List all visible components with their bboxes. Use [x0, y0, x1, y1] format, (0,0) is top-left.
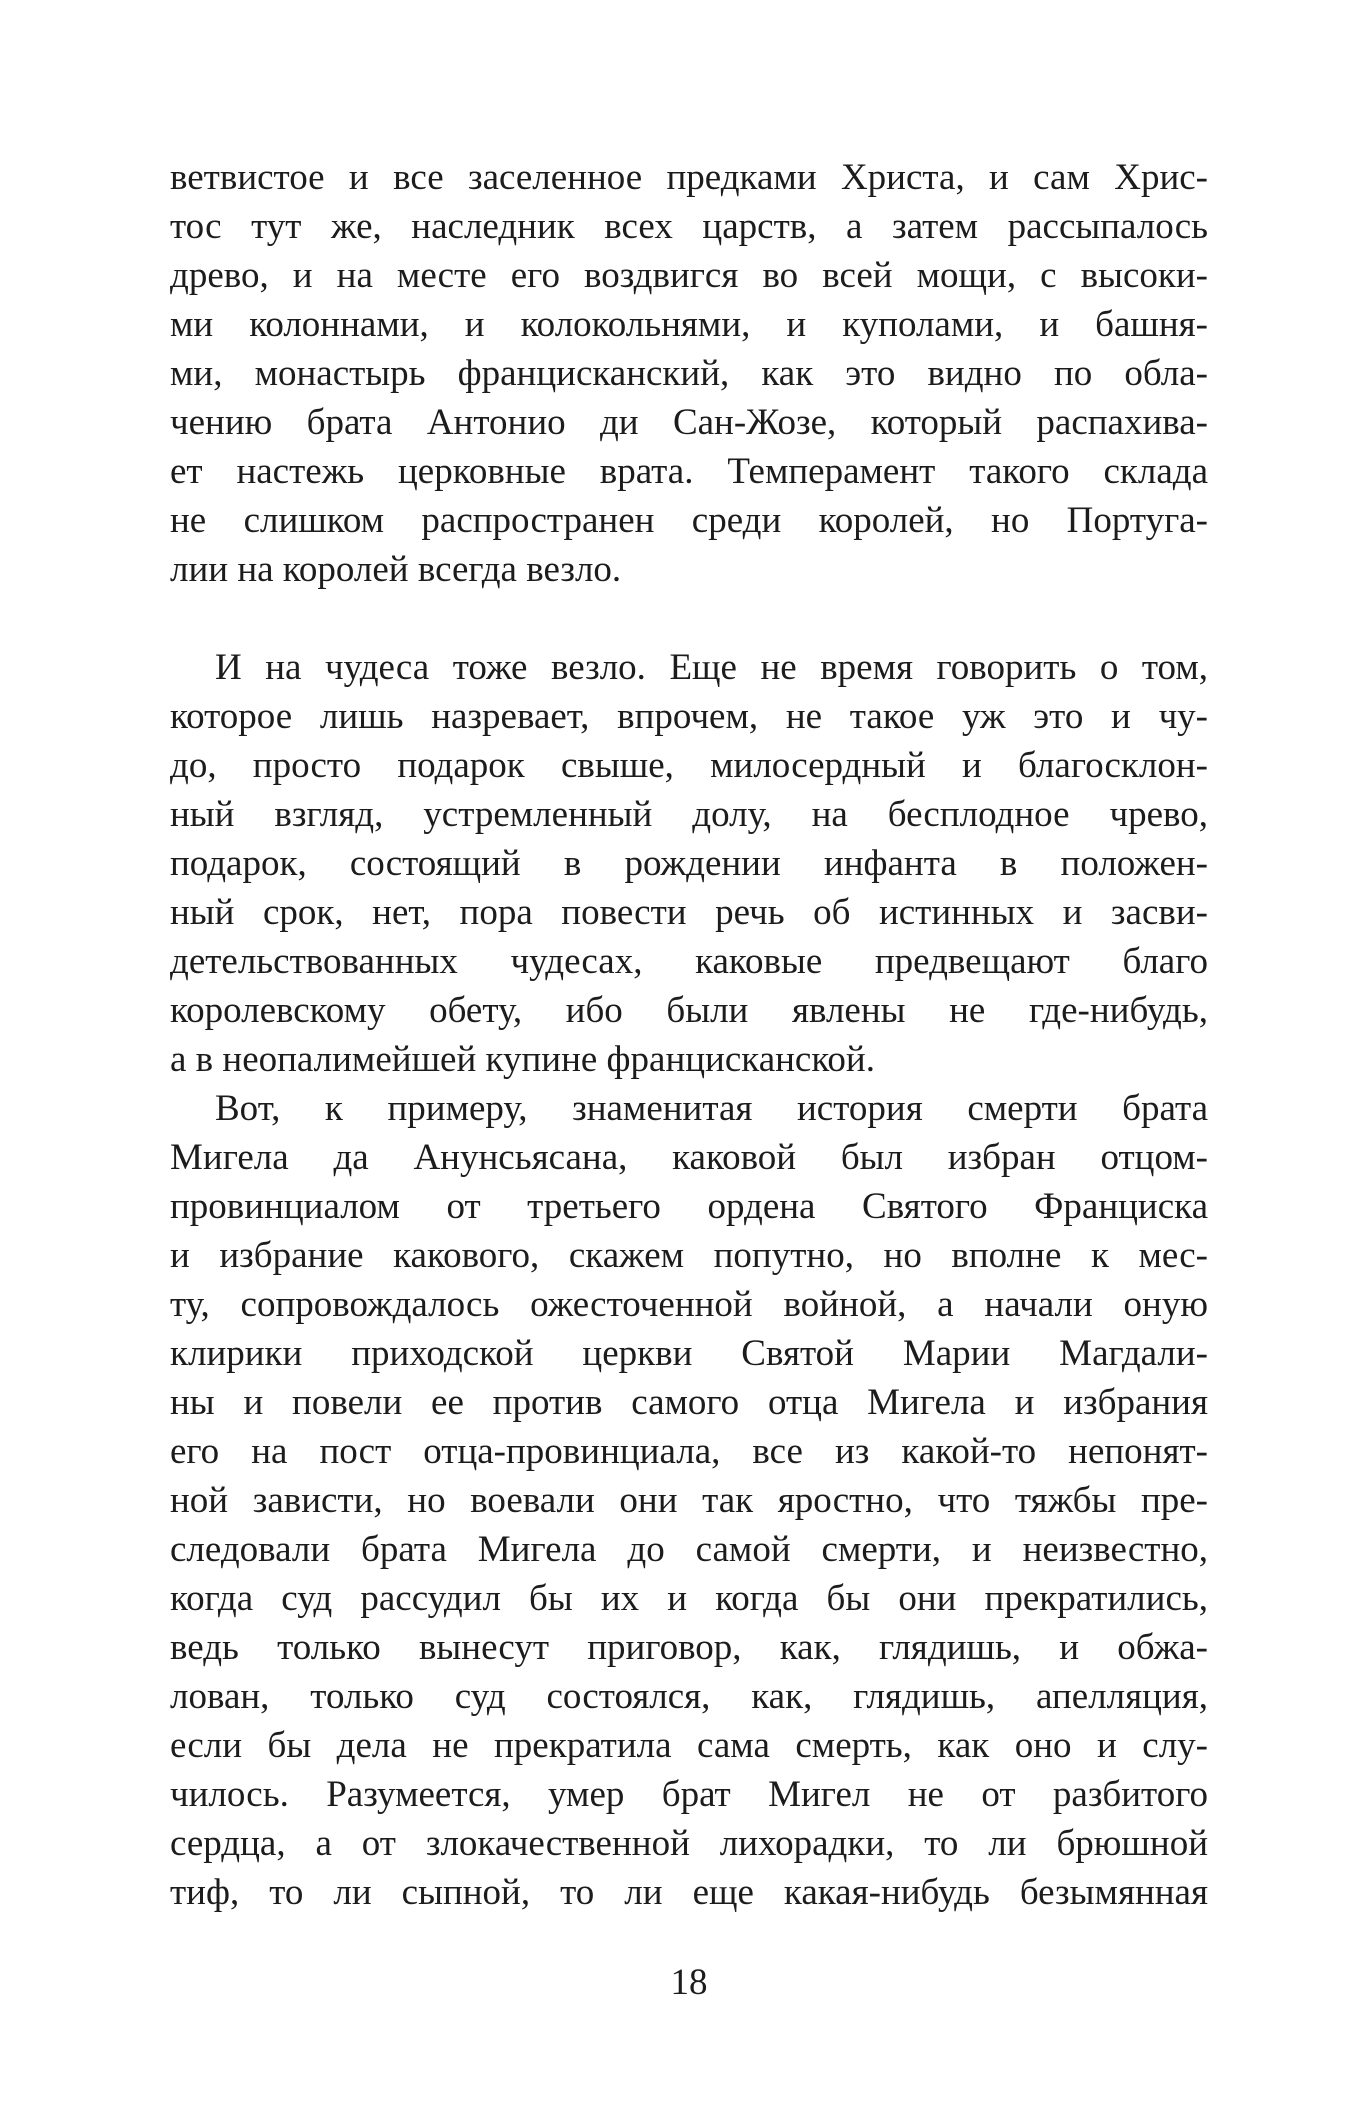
text-line: Мигела да Анунсьясана, каковой был избран отцом- — [170, 1137, 1208, 1178]
text-block — [170, 153, 1208, 1917]
text-line: лии на королей всегда везло. — [170, 549, 622, 590]
text-line: Вот, к примеру, знаменитая история смерти брата — [215, 1088, 1208, 1129]
text-line: ный срок, нет, пора повести речь об истинных и засви- — [170, 892, 1208, 933]
text-line: провинциалом от третьего ордена Святого Франциска — [170, 1186, 1208, 1227]
paragraph-3 — [170, 1084, 1208, 1917]
paragraph-2 — [170, 643, 1208, 1084]
text-line: древо, и на месте его воздвигся во всей мощи, с высоки- — [170, 255, 1208, 296]
text-line: до, просто подарок свыше, милосердный и благосклон- — [170, 745, 1208, 786]
text-line: лован, только суд состоялся, как, глядишь, апелляция, — [170, 1676, 1208, 1717]
text-line: тос тут же, наследник всех царств, а затем рассыпалось — [170, 206, 1208, 247]
text-line: И на чудеса тоже везло. Еще не время говорить о том, — [215, 647, 1208, 688]
text-line: детельствованных чудесах, каковые предвещают благо — [170, 941, 1208, 982]
text-line: и избрание какового, скажем попутно, но вполне к мес- — [170, 1235, 1208, 1276]
paragraph-1 — [170, 153, 1208, 594]
text-line: ной зависти, но воевали они так яростно, что тяжбы пре- — [170, 1480, 1208, 1521]
text-line: чению брата Антонио ди Сан-Жозе, который распахива- — [170, 402, 1208, 443]
text-line: а в неопалимейшей купине францисканской. — [170, 1039, 875, 1080]
text-line: которое лишь назревает, впрочем, не такое уж это и чу- — [170, 696, 1208, 737]
text-line: его на пост отца-провинциала, все из какой-то непонят- — [170, 1431, 1208, 1472]
text-line: следовали брата Мигела до самой смерти, и неизвестно, — [170, 1529, 1208, 1570]
text-line: ми колоннами, и колокольнями, и куполами, и башня- — [170, 304, 1208, 345]
page-number: 18 — [670, 1962, 708, 2003]
text-line: сердца, а от злокачественной лихорадки, то ли брюшной — [170, 1823, 1208, 1864]
text-line: ми, монастырь францисканский, как это видно по обла- — [170, 353, 1208, 394]
text-line: ведь только вынесут приговор, как, глядишь, и обжа- — [170, 1627, 1208, 1668]
text-line: ный взгляд, устремленный долу, на бесплодное чрево, — [170, 794, 1208, 835]
text-line: когда суд рассудил бы их и когда бы они прекратились, — [170, 1578, 1208, 1619]
text-line: королевскому обету, ибо были явлены не где-нибудь, — [170, 990, 1208, 1031]
text-line: чилось. Разумеется, умер брат Мигел не от разбитого — [170, 1774, 1208, 1815]
text-line: тиф, то ли сыпной, то ли еще какая-нибудь безымянная — [170, 1872, 1208, 1913]
text-line: клирики приходской церкви Святой Марии Магдали- — [170, 1333, 1208, 1374]
text-line: ветвистое и все заселенное предками Христа, и сам Хрис- — [170, 157, 1208, 198]
text-line: если бы дела не прекратила сама смерть, как оно и слу- — [170, 1725, 1208, 1766]
text-line: не слишком распространен среди королей, но Португа- — [170, 500, 1208, 541]
text-line: ет настежь церковные врата. Темперамент такого склада — [170, 451, 1208, 492]
text-line: ту, сопровождалось ожесточенной войной, а начали оную — [170, 1284, 1208, 1325]
text-line: ны и повели ее против самого отца Мигела и избрания — [170, 1382, 1208, 1423]
text-line: подарок, состоящий в рождении инфанта в положен- — [170, 843, 1208, 884]
